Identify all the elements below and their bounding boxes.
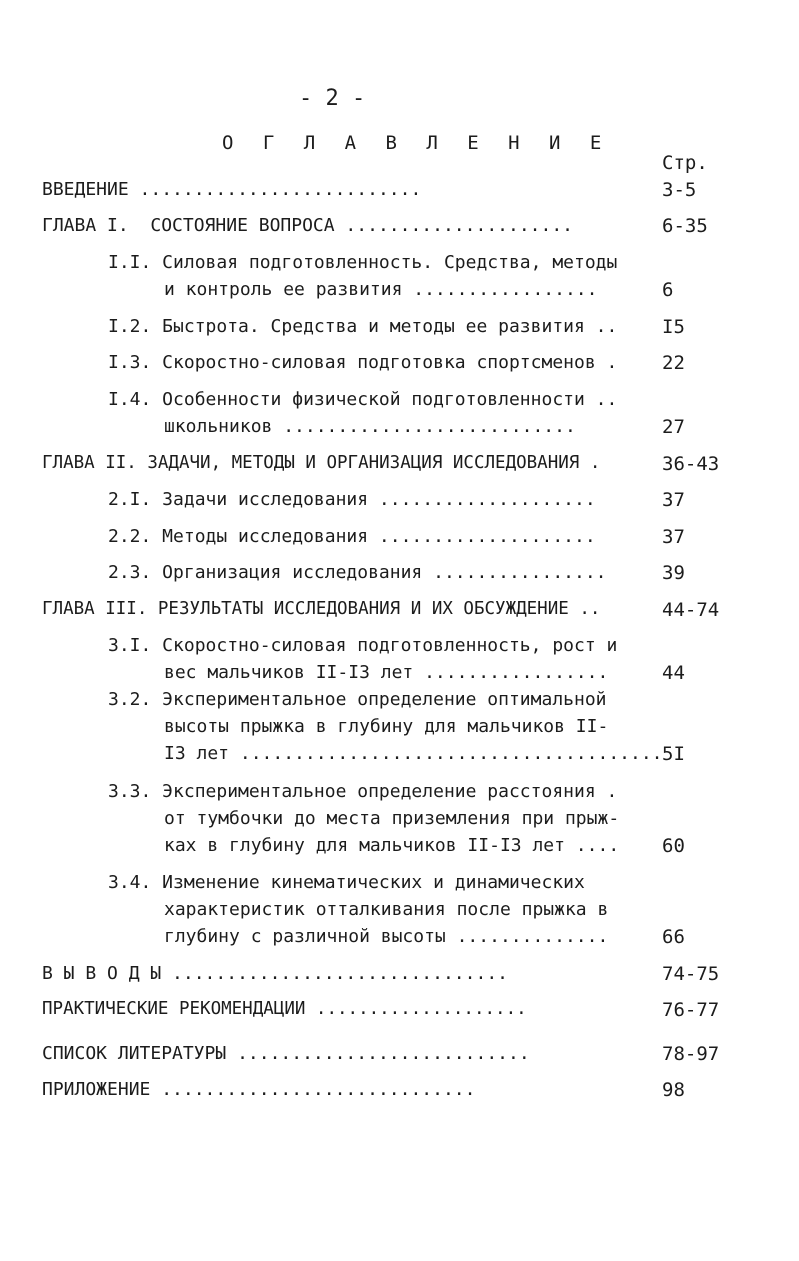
toc-page-number: 66 [662,926,685,948]
toc-entry-chapter-3[interactable]: ГЛАВА III. РЕЗУЛЬТАТЫ ИССЛЕДОВАНИЯ И ИХ ОБСУЖДЕНИЕ .. [42,599,601,619]
toc-title: О Г Л А В Л Е Н И Е [222,132,611,154]
toc-entry-1-1-cont: и контроль ее развития ................. [164,279,598,300]
toc-page-number: 3-5 [662,179,697,201]
toc-entry-chapter-1[interactable]: ГЛАВА I. СОСТОЯНИЕ ВОПРОСА ..................... [42,215,574,236]
toc-entry-3-1[interactable]: 3.I. Скоростно-силовая подготовленность, рост и [108,635,618,656]
toc-entry-conclusions[interactable]: В Ы В О Д Ы ............................... [42,963,508,984]
toc-entry-1-4[interactable]: I.4. Особенности физической подготовленности .. [108,389,618,410]
toc-page-number: 22 [662,352,685,374]
page-column-header: Стр. [662,152,708,174]
toc-page-number: I5 [662,316,685,338]
toc-entry-3-3-cont: от тумбочки до места приземления при прыж- [164,808,620,829]
toc-entry-2-1[interactable]: 2.I. Задачи исследования .................... [108,489,596,510]
toc-entry-recommendations[interactable]: ПРАКТИЧЕСКИЕ РЕКОМЕНДАЦИИ .................... [42,999,527,1019]
toc-entry-3-4[interactable]: 3.4. Изменение кинематических и динамических [108,872,585,893]
toc-page-number: 74-75 [662,963,720,985]
toc-entry-2-3[interactable]: 2.3. Организация исследования ................ [108,562,607,583]
toc-page-number: 39 [662,562,685,584]
toc-entry-3-4-cont2: глубину с различной высоты .............. [164,926,609,947]
toc-entry-chapter-2[interactable]: ГЛАВА II. ЗАДАЧИ, МЕТОДЫ И ОРГАНИЗАЦИЯ ИССЛЕДОВАНИЯ . [42,453,601,473]
toc-entry-1-2[interactable]: I.2. Быстрота. Средства и методы ее развития .. [108,316,618,337]
toc-entry-1-1[interactable]: I.I. Силовая подготовленность. Средства, методы [108,252,618,273]
toc-entry-3-2-cont2: I3 лет ....................................... [164,743,663,764]
toc-entry-3-2-cont: высоты прыжка в глубину для мальчиков II- [164,716,609,737]
page-number: - 2 - [299,86,366,111]
toc-page-number: 6-35 [662,215,708,237]
toc-entry-bibliography[interactable]: СПИСОК ЛИТЕРАТУРЫ ........................... [42,1043,530,1064]
toc-page-number: 6 [662,279,674,301]
toc-entry-3-4-cont: характеристик отталкивания после прыжка в [164,899,609,920]
toc-entry-2-2[interactable]: 2.2. Методы исследования .................... [108,526,596,547]
toc-page-number: 44-74 [662,599,720,621]
toc-page-number: 5I [662,743,685,765]
toc-entry-1-4-cont: школьников ........................... [164,416,576,437]
toc-entry-appendix[interactable]: ПРИЛОЖЕНИЕ ............................. [42,1079,476,1100]
toc-entry-introduction[interactable]: ВВЕДЕНИЕ .......................... [42,179,422,200]
toc-page-number: 44 [662,662,685,684]
toc-entry-3-2[interactable]: 3.2. Экспериментальное определение оптимальной [108,689,607,710]
toc-page-number: 27 [662,416,685,438]
toc-entry-3-1-cont: вес мальчиков II-I3 лет ................. [164,662,609,683]
toc-entry-3-3[interactable]: 3.3. Экспериментальное определение расстояния . [108,781,618,802]
toc-entry-3-3-cont2: ках в глубину для мальчиков II-I3 лет .... [164,835,620,856]
toc-page-number: 36-43 [662,453,720,475]
toc-page-number: 37 [662,489,685,511]
toc-page-number: 60 [662,835,685,857]
toc-page-number: 78-97 [662,1043,720,1065]
toc-page-number: 37 [662,526,685,548]
toc-entry-1-3[interactable]: I.3. Скоростно-силовая подготовка спортсменов . [108,352,618,373]
toc-page-number: 98 [662,1079,685,1101]
toc-page-number: 76-77 [662,999,720,1021]
